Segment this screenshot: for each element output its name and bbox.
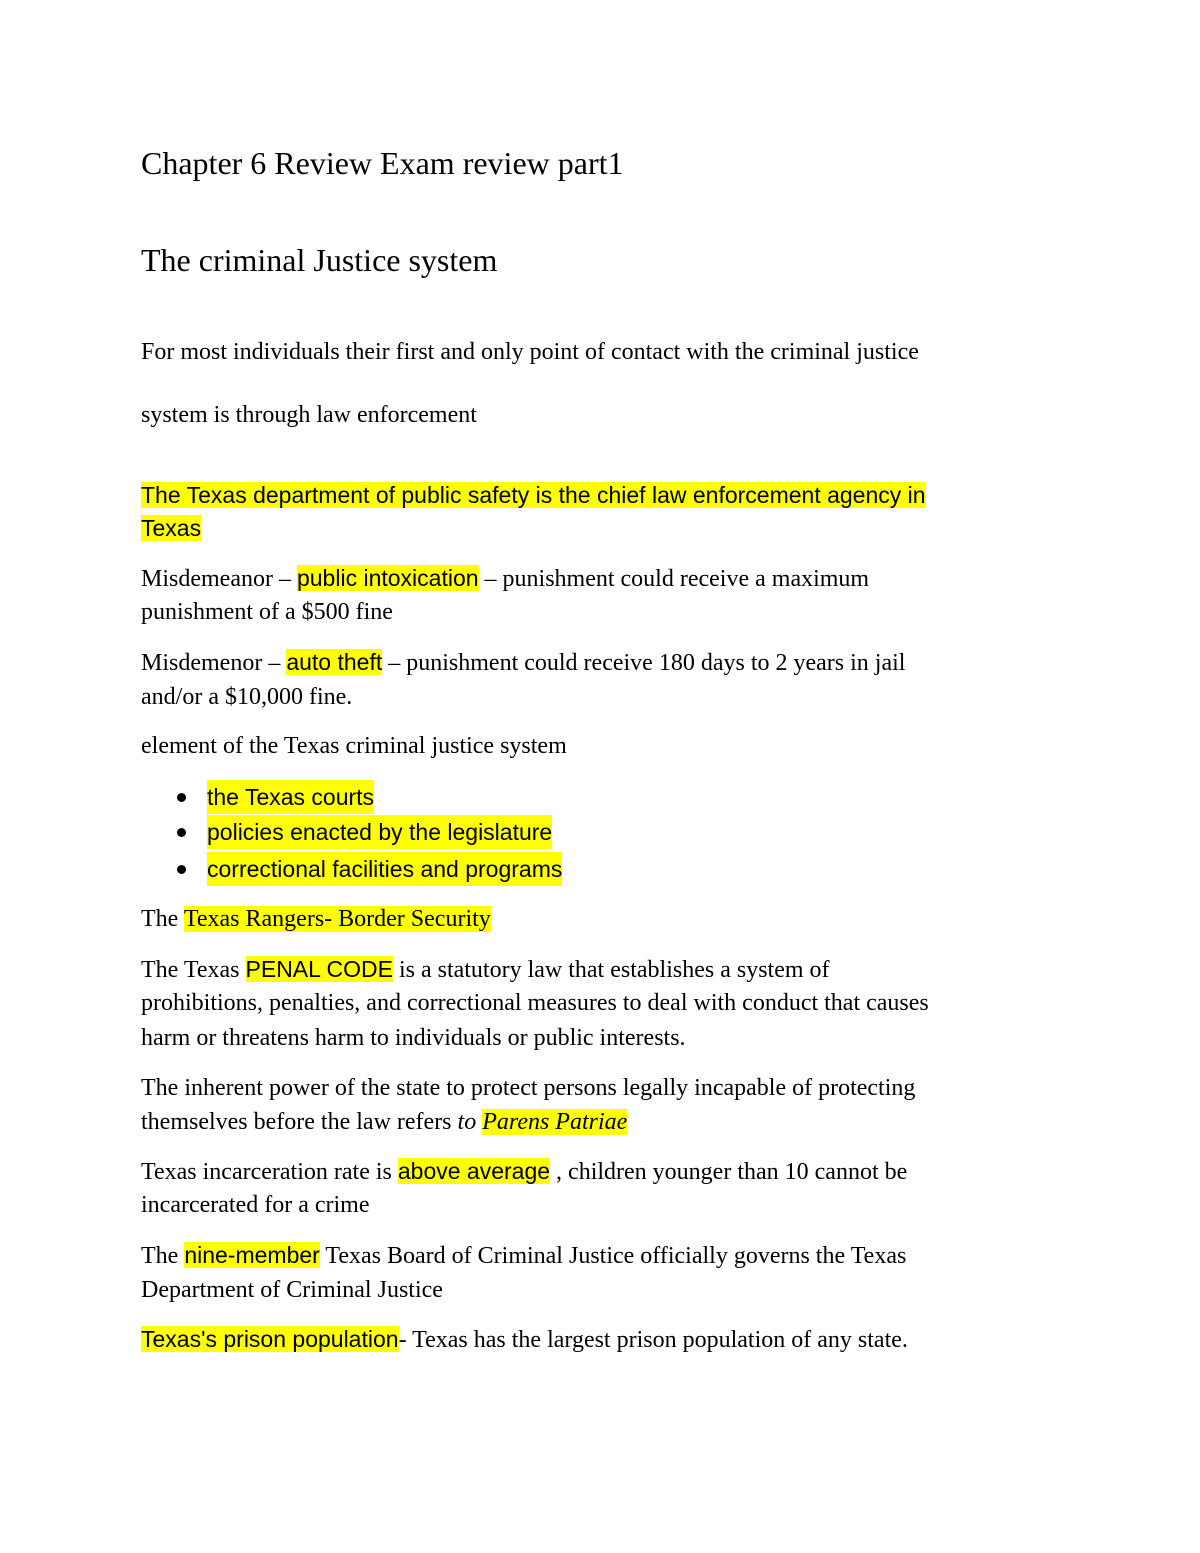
prison-line — [141, 1322, 908, 1357]
board-line-2: Department of Criminal Justice — [141, 1277, 443, 1303]
bullet-icon — [177, 793, 186, 802]
misdemeanor-2-line-2: and/or a $10,000 fine. — [141, 684, 353, 710]
list-item-text: policies enacted by the legislature — [207, 815, 552, 849]
parens-line-2 — [141, 1105, 627, 1139]
dps-highlight-2: Texas — [141, 515, 202, 541]
rangers-highlight: Texas Rangers- Border Security — [183, 906, 491, 932]
penal-line-3: harm or threatens harm to individuals or public interests. — [141, 1025, 686, 1051]
rangers-line — [141, 902, 491, 936]
page-title: Chapter 6 Review Exam review part1 — [141, 145, 624, 181]
dps-line-1 — [141, 478, 926, 512]
list-item-text: the Texas courts — [207, 780, 374, 814]
parens-italic: to — [457, 1109, 477, 1135]
board-line-1 — [141, 1238, 906, 1273]
penal-prefix: The Texas — [141, 957, 246, 983]
prison-highlight: Texas's prison population — [141, 1326, 399, 1352]
incarceration-highlight: above average — [397, 1158, 551, 1184]
misdemeanor-2-prefix: Misdemenor – — [141, 650, 287, 676]
list-item-text: correctional facilities and programs — [207, 852, 562, 886]
misdemeanor-1-line-2: punishment of a $500 fine — [141, 599, 393, 625]
rangers-prefix: The — [141, 906, 184, 932]
penal-line-2: prohibitions, penalties, and correctional measures to deal with conduct that causes — [141, 990, 929, 1016]
incarceration-line-1 — [141, 1154, 907, 1189]
misdemeanor-1-suffix: – punishment could receive a maximum — [478, 566, 870, 592]
misdemeanor-2-suffix: – punishment could receive 180 days to 2 years in jail — [382, 650, 906, 676]
incarceration-line-2: incarcerated for a crime — [141, 1192, 370, 1218]
board-highlight: nine-member — [184, 1242, 320, 1268]
misdemeanor-1-highlight: public intoxication — [296, 565, 479, 591]
misdemeanor-2-line-1 — [141, 645, 905, 680]
misdemeanor-1-prefix: Misdemeanor – — [141, 566, 297, 592]
misdemeanor-2-highlight: auto theft — [286, 649, 383, 675]
incarceration-suffix: , children younger than 10 cannot be — [550, 1159, 908, 1185]
incarceration-prefix: Texas incarceration rate is — [141, 1159, 398, 1185]
dps-line-2 — [141, 511, 201, 545]
parens-highlight: Parens Patriae — [482, 1109, 628, 1135]
penal-suffix: is a statutory law that establishes a system of — [392, 957, 830, 983]
bullet-icon — [177, 865, 186, 874]
intro-line-1: For most individuals their first and only point of contact with the criminal justice — [141, 339, 919, 365]
bullet-icon — [177, 828, 186, 837]
prison-suffix: - Texas has the largest prison population of any state. — [398, 1327, 908, 1353]
parens-line-1: The inherent power of the state to protect persons legally incapable of protecting — [141, 1075, 916, 1101]
elements-heading: element of the Texas criminal justice system — [141, 733, 567, 759]
penal-highlight: PENAL CODE — [245, 956, 393, 982]
dps-highlight-1: The Texas department of public safety is the chief law enforcement agency in — [141, 482, 926, 508]
parens-prefix: themselves before the law refers — [141, 1109, 458, 1135]
penal-line-1 — [141, 952, 830, 987]
intro-line-2: system is through law enforcement — [141, 402, 477, 428]
board-suffix: Texas Board of Criminal Justice officially governs the Texas — [319, 1243, 907, 1269]
board-prefix: The — [141, 1243, 185, 1269]
misdemeanor-1-line-1 — [141, 561, 869, 596]
section-subtitle: The criminal Justice system — [141, 242, 498, 278]
